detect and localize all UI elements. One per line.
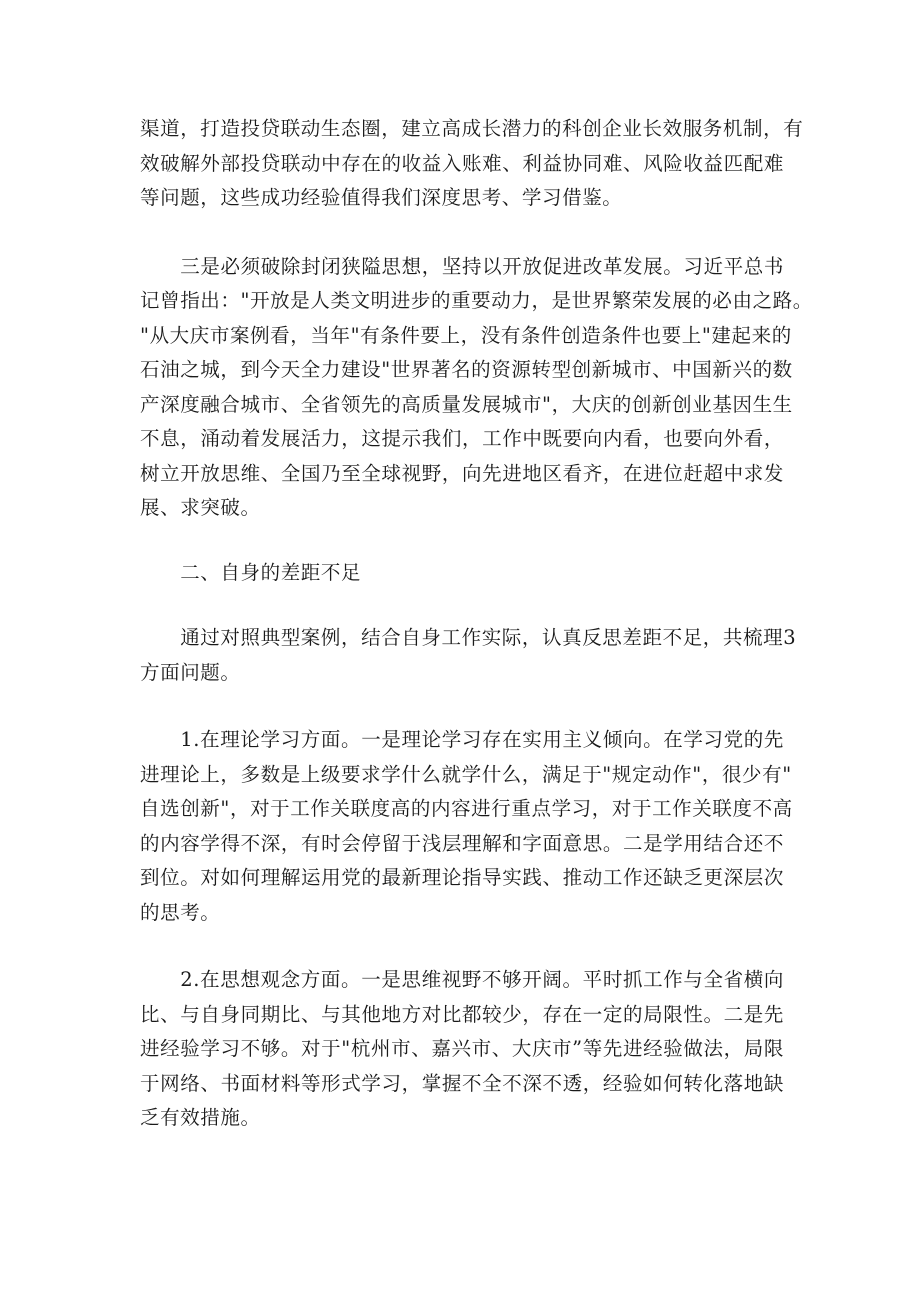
paragraph-spacer <box>140 930 784 963</box>
text-line: 通过对照典型案例，结合自身工作实际，认真反思差距不足，共梳理3 <box>140 626 797 649</box>
paragraph-review-summary <box>140 621 797 690</box>
text-line: 1.在理论学习方面。一是理论学习存在实用主义倾向。在学习党的先 <box>140 728 784 751</box>
text-line: 到位。对如何理解运用党的最新理论指导实践、推动工作还缺乏更深层次 <box>140 866 784 889</box>
section-heading-text: 二、自身的差距不足 <box>140 560 362 584</box>
text-line: "从大庆市案例看，当年"有条件要上，没有条件创造条件也要上"建起来的 <box>140 323 792 347</box>
text-line: 树立开放思维、全国乃至全球视野，向先进地区看齐，在进位赶超中求发 <box>140 461 784 485</box>
paragraph-spacer <box>140 216 784 250</box>
text-line: 乏有效措施。 <box>140 1106 261 1129</box>
text-line: 效破解外部投贷联动中存在的收益入账难、利益协同难、风险收益匹配难 <box>140 151 784 175</box>
text-line: 于网络、书面材料等形式学习，掌握不全不深不透，经验如何转化落地缺 <box>140 1071 784 1095</box>
text-line: 产深度融合城市、全省领先的高质量发展城市"，大庆的创新创业基因生生 <box>140 392 793 416</box>
text-line: 展、求突破。 <box>140 496 261 519</box>
paragraph-spacer <box>140 690 784 723</box>
text-line: 进理论上，多数是上级要求学什么就学什么，满足于"规定动作"，很少有" <box>140 762 792 786</box>
text-line: 的思考。 <box>140 900 221 924</box>
text-line: 三是必须破除封闭狭隘思想，坚持以开放促进改革发展。习近平总书 <box>140 254 784 278</box>
paragraph-ideological-concepts <box>140 963 784 1136</box>
text-line: 不息，涌动着发展活力，这提示我们，工作中既要向内看，也要向外看， <box>140 427 784 450</box>
text-line: 的内容学得不深，有时会停留于浅层理解和字面意思。二是学用结合还不 <box>140 831 784 855</box>
text-line: 方面问题。 <box>140 660 241 684</box>
text-line: 记曾指出："开放是人类文明进步的重要动力，是世界繁荣发展的必由之路。 <box>140 289 813 312</box>
text-line: 2.在思想观念方面。一是思维视野不够开阔。平时抓工作与全省横向 <box>140 968 784 991</box>
text-line: 自选创新"，对于工作关联度高的内容进行重点学习，对于工作关联度不高 <box>140 797 793 820</box>
text-line: 等问题，这些成功经验值得我们深度思考、学习借鉴。 <box>140 186 623 209</box>
paragraph-spacer <box>140 590 784 621</box>
text-line: 进经验学习不够。对于"杭州市、嘉兴市、大庆市”等先进经验做法，局限 <box>140 1037 784 1060</box>
paragraph-theory-study <box>140 723 793 930</box>
paragraph-investment-loan-linkage <box>140 112 804 216</box>
document-body <box>140 112 813 1136</box>
paragraph-spacer <box>140 526 784 556</box>
section-heading-shortcomings <box>140 556 784 591</box>
paragraph-opening-up <box>140 250 813 526</box>
text-line: 比、与自身同期比、与其他地方对比都较少，存在一定的局限性。二是先 <box>140 1002 784 1026</box>
text-line: 渠道，打造投贷联动生态圈，建立高成长潜力的科创企业长效服务机制，有 <box>140 117 804 140</box>
text-line: 石油之城，到今天全力建设"世界著名的资源转型创新城市、中国新兴的数 <box>140 358 793 381</box>
